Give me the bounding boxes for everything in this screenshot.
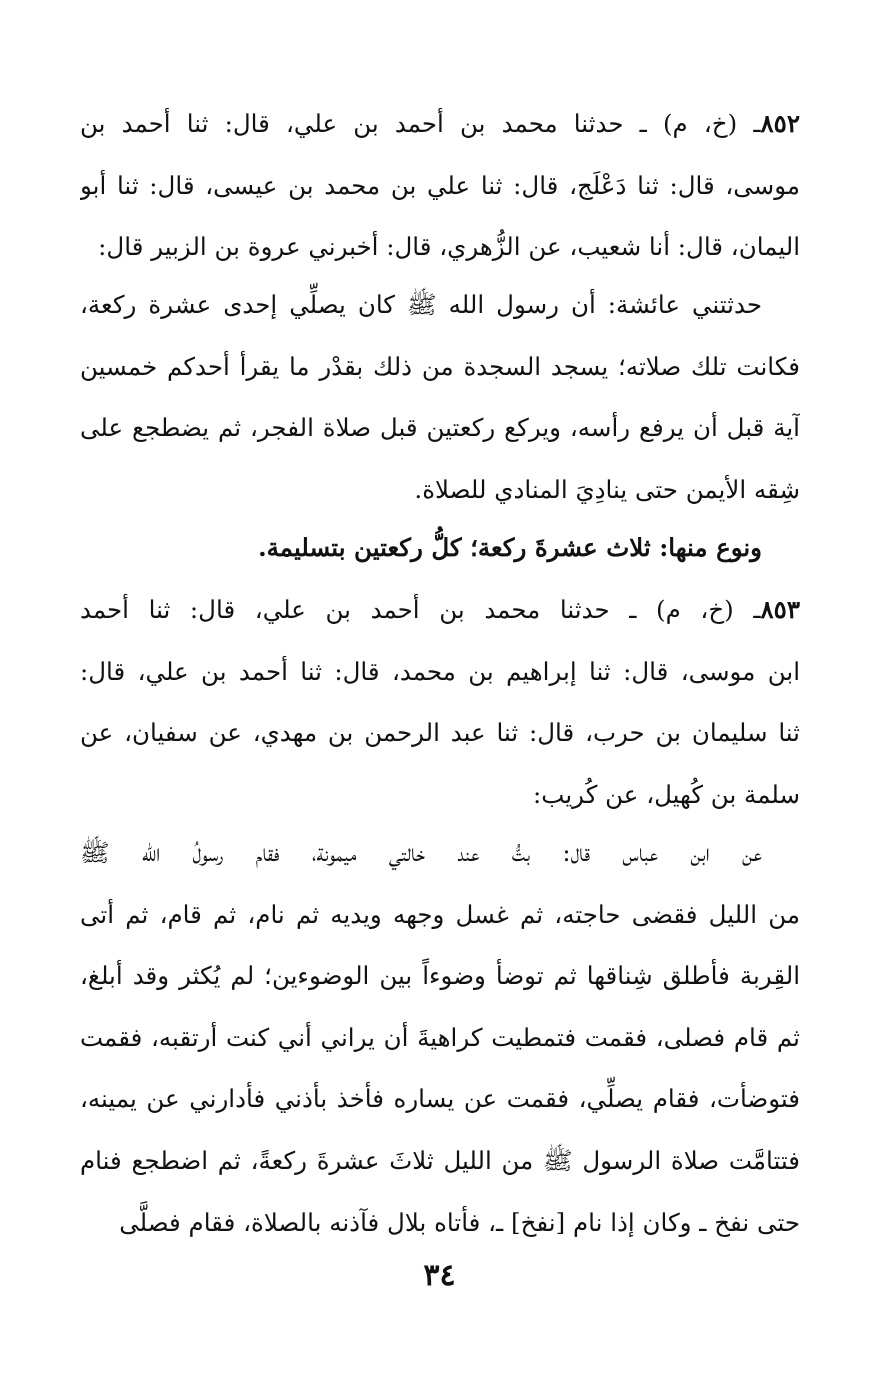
hadith-number: ٨٥٢ xyxy=(760,109,800,138)
hadith-853-matn xyxy=(80,822,800,1253)
hadith-852-isnad xyxy=(80,93,800,278)
isnad-line xyxy=(80,93,800,155)
matn-line: القِربة فأطلق شِناقها ثم توضأ وضوءاً بين الوضوءين؛ لم يُكثر وقد أبلغ، xyxy=(80,961,800,991)
isnad-line: ابن موسى، قال: ثنا إبراهيم بن محمد، قال: ثنا أحمد بن علي، قال: xyxy=(80,656,800,686)
isnad-line: اليمان، قال: أنا شعيب، عن الزُّهري، قال: أخبرني عروة بن الزبير قال: xyxy=(98,232,800,262)
matn-line: عن ابن عباس قال: بتُّ عند خالتي ميمونة، فقام رسولُ الله ﷺ xyxy=(80,838,762,867)
matn-line: فتتامَّت صلاة الرسول ﷺ من الليل ثلاثَ عشرةَ ركعةً، ثم اضطجع فنام xyxy=(80,1145,800,1175)
matn-line: فكانت تلك صلاته؛ يسجد السجدة من ذلك بقدْر ما يقرأ أحدكم خمسين xyxy=(80,351,800,381)
isnad-line: ثنا سليمان بن حرب، قال: ثنا عبد الرحمن بن مهدي، عن سفيان، عن xyxy=(80,718,800,748)
matn-line: آية قبل أن يرفع رأسه، ويركع ركعتين قبل صلاة الفجر، ثم يضطجع على xyxy=(80,413,800,443)
hadith-number: ٨٥٣ xyxy=(760,595,800,624)
matn-line: فتوضأت، فقام يصلِّي، فقمت عن يساره فأخذ بأذني فأدارني عن يمينه، xyxy=(80,1084,800,1114)
isnad-text: ـ (خ، م) ـ حدثنا محمد بن أحمد بن علي، قال: ثنا أحمد بن xyxy=(80,109,761,138)
heading-text: ونوع منها: ثلاث عشرةَ ركعة؛ كلُّ ركعتين بتسليمة. xyxy=(258,533,762,562)
matn-line: شِقه الأيمن حتى ينادِيَ المنادي للصلاة. xyxy=(414,474,800,504)
isnad-line: سلمة بن كُهيل، عن كُريب: xyxy=(533,779,800,809)
isnad-line: موسى، قال: ثنا دَعْلَج، قال: ثنا علي بن محمد بن عيسى، قال: ثنا أبو xyxy=(80,170,800,200)
isnad-text: ـ (خ، م) ـ حدثنا محمد بن أحمد بن علي، قال: ثنا أحمد xyxy=(80,595,761,624)
matn-line: ثم قام فصلى، فقمت فتمطيت كراهيةَ أن يراني أني كنت أرتقبه، فقمت xyxy=(80,1022,800,1052)
matn-line: حتى نفخ ـ وكان إذا نام [نفخ] ـ، فأتاه بلال فآذنه بالصلاة، فقام فصلَّى xyxy=(119,1207,800,1237)
matn-line: من الليل فقضى حاجته، ثم غسل وجهه ويديه ثم نام، ثم قام، ثم أتى xyxy=(80,899,800,929)
section-heading xyxy=(80,517,800,579)
matn-line: حدثتني عائشة: أن رسول الله ﷺ كان يصلِّي إحدى عشرة ركعة، xyxy=(80,290,762,319)
hadith-853-isnad xyxy=(80,579,800,825)
page-number: ٣٤ xyxy=(423,1258,456,1293)
hadith-852-matn xyxy=(80,274,800,520)
isnad-line xyxy=(80,579,800,641)
